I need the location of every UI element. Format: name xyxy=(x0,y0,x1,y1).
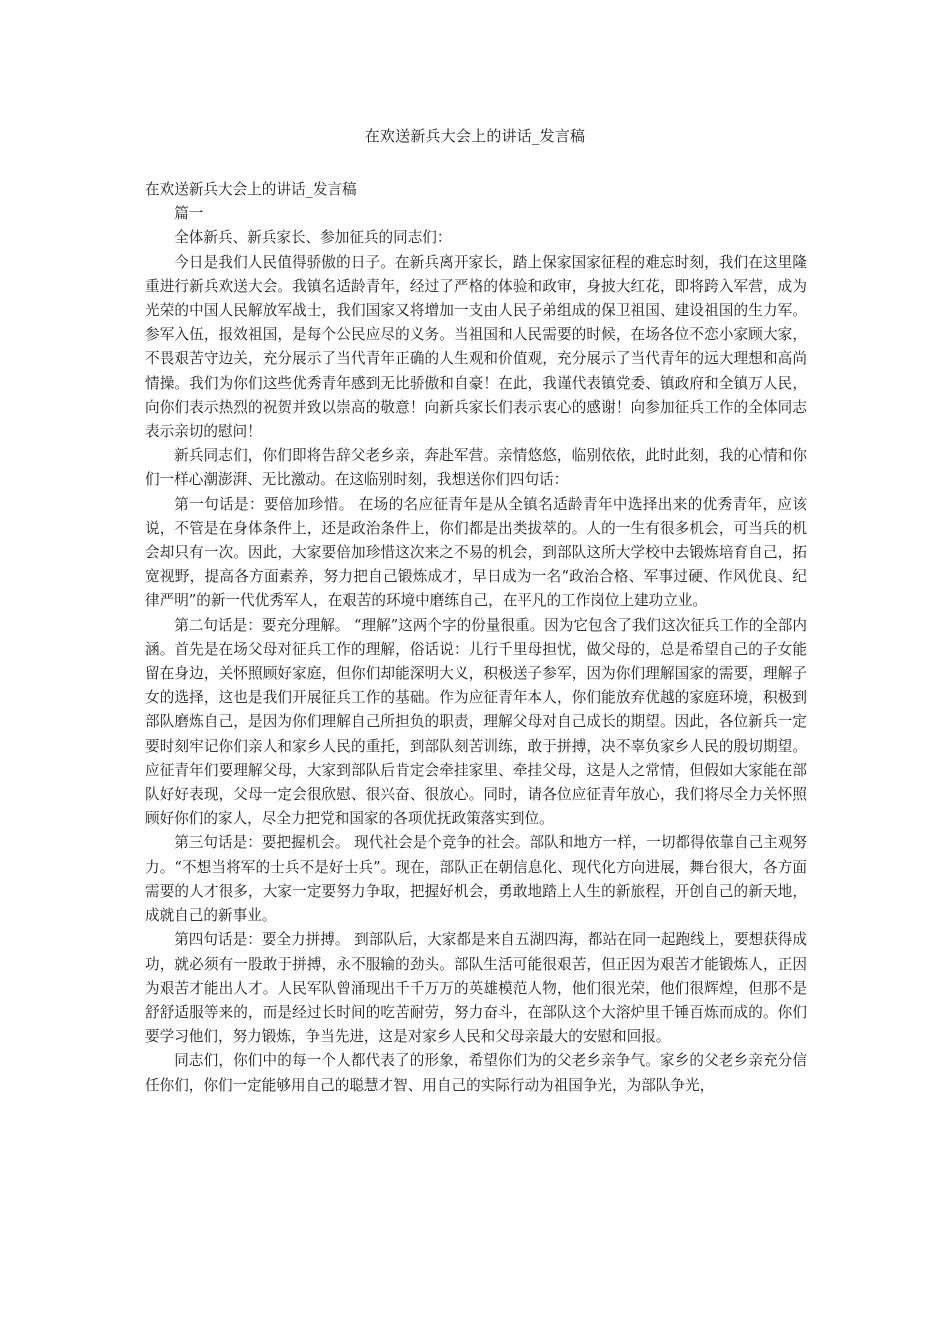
body-paragraph-7: 同志们，你们中的每一个人都代表了的形象，希望你们为的父老乡亲争气。家乡的父老乡亲充分信任你们，你们一定能够用自己的聪慧才智、用自己的实际行动为祖国争光，为部队争光， xyxy=(145,1052,807,1094)
document-title: 在欢送新兵大会上的讲话_发言稿 xyxy=(364,127,586,145)
salutation-paragraph: 全体新兵、新兵家长、参加征兵的同志们： xyxy=(174,229,452,247)
section-heading: 篇一 xyxy=(174,205,204,223)
body-paragraph-1: 今日是我们人民值得骄傲的日子。在新兵离开家长，踏上保家国家征程的难忘时刻，我们在这里隆重进行新兵欢送大会。我镇名适龄青年，经过了严格的体验和政审，身披大红花，即将跨入军营，成为光荣的中国人民解放军战士，我们国家又将增加一支由人民子弟组成的保卫祖国、建设祖国的生力军。参军入伍，报效祖国，是每个公民应尽的义务。当祖国和人民需要的时候，在场各位不恋小家顾大家，不畏艰苦守边关，充分展示了当代青年正确的人生观和价值观，充分展示了当代青年的远大理想和高尚情操。我们为你们这些优秀青年感到无比骄傲和自豪！在此，我谨代表镇党委、镇政府和全镇万人民，向你们表示热烈的祝贺并致以崇高的敬意！向新兵家长们表示衷心的感谢！向参加征兵工作的全体同志表示亲切的慰问！ xyxy=(145,253,807,441)
body-paragraph-6: 第四句话是：要全力拼搏。 到部队后，大家都是来自五湖四海，都站在同一起跑线上，要想获得成功，就必须有一股敢于拼搏，永不服输的劲头。部队生活可能很艰苦，但正因为艰苦才能锻炼人，正因为艰苦才能出人才。人民军队曾涌现出千千万万的英雄模范人物，他们很光荣，他们很辉煌，但那不是舒舒适服等来的，而是经过长时间的吃苦耐劳，努力奋斗，在部队这个大溶炉里千锤百炼而成的。你们要学习他们，努力锻炼，争当先进，这是对家乡人民和父母亲最大的安慰和回报。 xyxy=(145,931,807,1046)
body-paragraph-2: 新兵同志们，你们即将告辞父老乡亲，奔赴军营。亲情悠悠，临别依依，此时此刻，我的心情和你们一样心潮澎湃、无比激动。在这临别时刻，我想送你们四句话： xyxy=(145,447,807,489)
document-body xyxy=(145,178,807,1098)
body-paragraph-4: 第二句话是：要充分理解。 “理解”这两个字的份量很重。因为它包含了我们这次征兵工作的全部内涵。首先是在场父母对征兵工作的理解，俗话说：儿行千里母担忧，做父母的，总是希望自己的子女能留在身边，关怀照顾好家庭，但你们却能深明大义，积极送子参军，因为你们理解国家的需要，理解子女的选择，这也是我们开展征兵工作的基础。作为应征青年本人，你们能放弃优越的家庭环境，积极到部队磨炼自己，是因为你们理解自己所担负的职责，理解父母对自己成长的期望。因此，各位新兵一定要时刻牢记你们亲人和家乡人民的重托，到部队刻苦训练，敢于拼搏，决不辜负家乡人民的殷切期望。应征青年们要理解父母，大家到部队后肯定会牵挂家里、牵挂父母，这是人之常情，但假如大家能在部队好好表现，父母一定会很欣慰、很兴奋、很放心。同时，请各位应征青年放心，我们将尽全力关怀照顾好你们的家人，尽全力把党和国家的各项优抚政策落实到位。 xyxy=(145,616,807,828)
document-subtitle: 在欢送新兵大会上的讲话_发言稿 xyxy=(145,181,357,198)
body-paragraph-3: 第一句话是：要倍加珍惜。 在场的名应征青年是从全镇名适龄青年中选择出来的优秀青年，应该说，不管是在身体条件上，还是政治条件上，你们都是出类拔萃的。人的一生有很多机会，可当兵的机会却只有一次。因此，大家要倍加珍惜这次来之不易的机会，到部队这所大学校中去锻炼培育自己，拓宽视野，提高各方面素养，努力把自己锻炼成才，早日成为一名“政治合格、军事过硬、作风优良、纪律严明”的新一代优秀军人，在艰苦的环境中磨练自己，在平凡的工作岗位上建功立业。 xyxy=(145,495,807,610)
body-paragraph-5: 第三句话是：要把握机会。 现代社会是个竞争的社会。部队和地方一样，一切都得依靠自己主观努力。“不想当将军的士兵不是好士兵”。现在，部队正在朝信息化、现代化方向进展，舞台很大，各方面需要的人才很多，大家一定要努力争取，把握好机会，勇敢地踏上人生的新旅程，开创自己的新天地，成就自己的新事业。 xyxy=(145,834,807,925)
